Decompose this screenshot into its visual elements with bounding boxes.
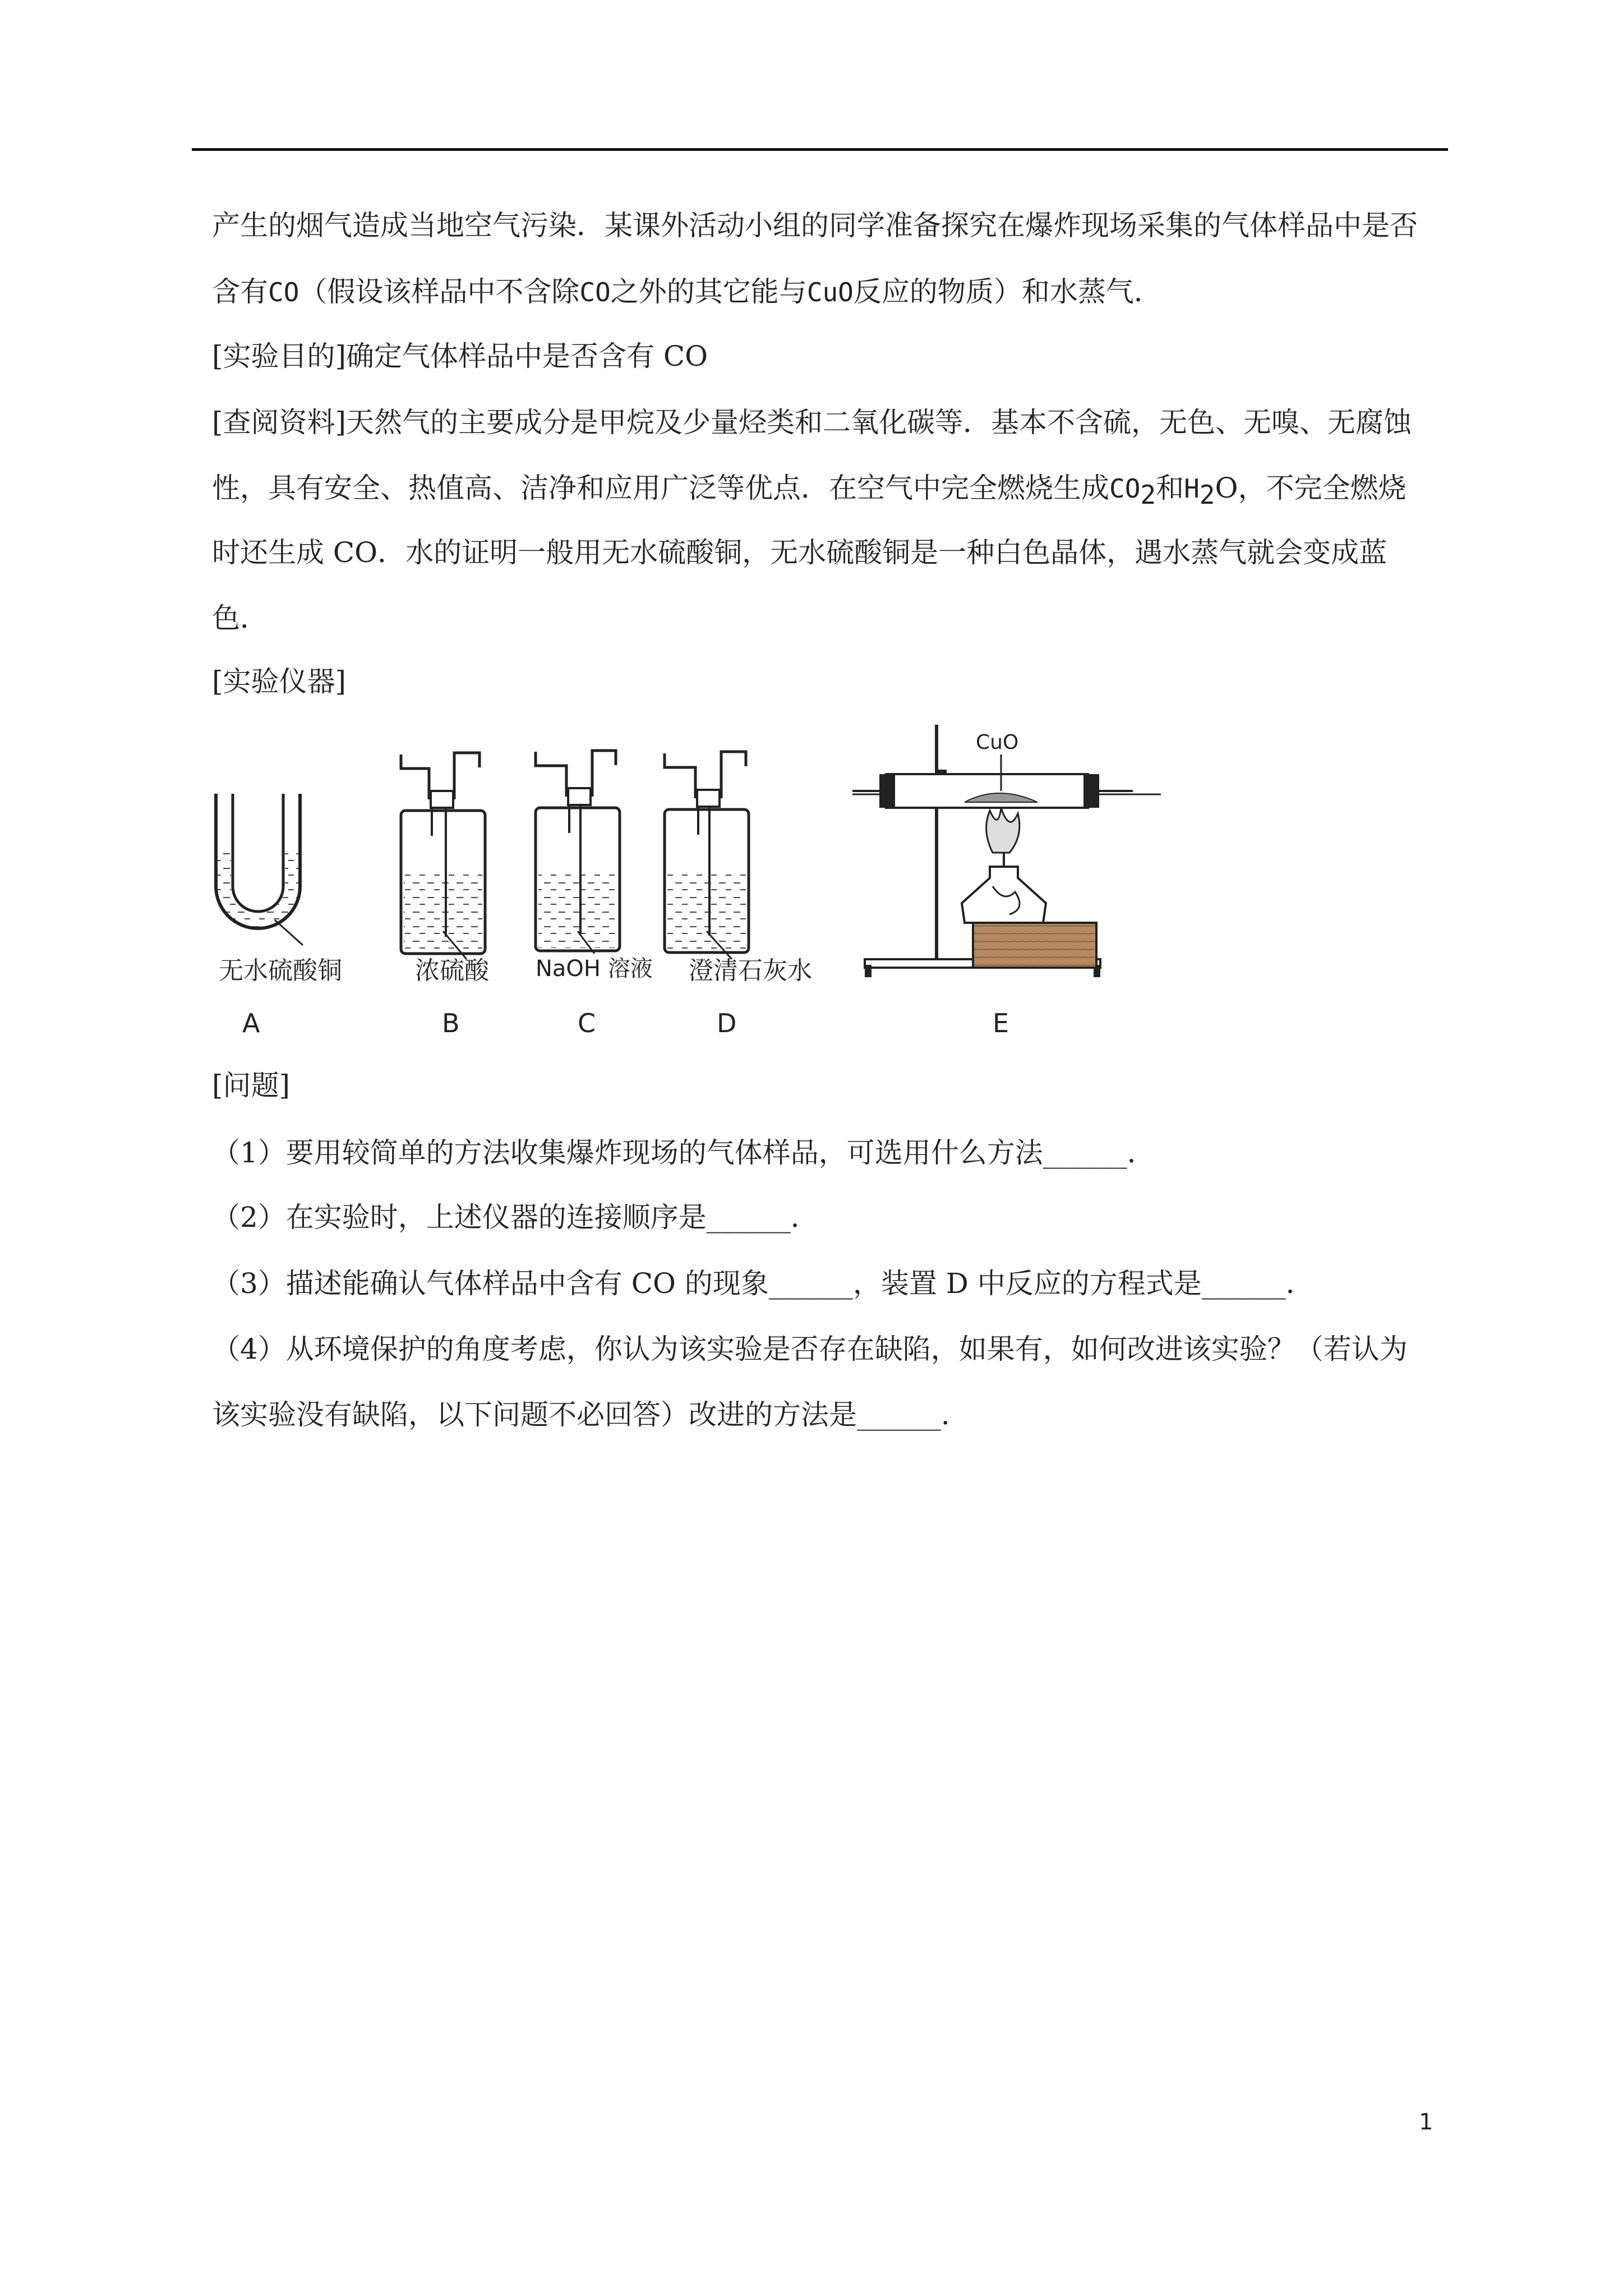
paragraph-reference-2: 性，具有安全、热值高、洁净和应用广泛等优点．在空气中完全燃烧生成$CO_2$和$H_2O$，不完全燃烧 [212,472,1407,510]
label-d-reagent: 澄清石灰水 [689,956,812,985]
paragraph-intro-2: 含有CO（假设该样品中不含除CO之外的其它能与CuO反应的物质）和水蒸气． [212,275,1162,308]
wash-bottle-b [401,753,490,1038]
label-e-reagent: CuO [976,731,1019,754]
paragraph-reference-4: 色． [212,602,268,634]
section-questions: [问题] [212,1069,291,1102]
section-apparatus: [实验仪器] [212,665,347,698]
paragraph-aim: [实验目的]确定气体样品中是否含有 CO [212,340,708,372]
question-1: （1）要用较简单的方法收集爆炸现场的气体样品，可选用什么方法______． [212,1137,1155,1169]
question-4-line-2: 该实验没有缺陷，以下问题不必回答）改进的方法是______． [212,1398,969,1431]
paragraph-reference-1: [查阅资料]天然气的主要成分是甲烷及少量烃类和二氧化碳等．基本不含硫，无色、无嗅、无腐蚀 [212,406,1412,439]
paragraph-intro-1: 产生的烟气造成当地空气污染．某课外活动小组的同学准备探究在爆炸现场采集的气体样品中是否 [212,209,1418,242]
label-letter-d: D [717,1008,737,1038]
label-letter-c: C [578,1008,596,1038]
combustion-tube-e [852,725,1161,1038]
question-4-line-1: （4）从环境保护的角度考虑，你认为该实验是否存在缺陷，如果有，如何改进该实验？（若认为 [212,1333,1408,1365]
question-2: （2）在实验时，上述仪器的连接顺序是______． [212,1201,819,1234]
page-number: 1 [1419,2109,1433,2135]
u-tube-a [216,794,342,1038]
header-rule [192,148,1448,151]
apparatus-figure [208,718,1183,1055]
wash-bottle-d [665,752,812,1038]
question-3: （3）描述能确认气体样品中含有 CO 的现象______，装置 D 中反应的方程式是______． [212,1267,1314,1300]
label-b-reagent: 浓硫酸 [415,956,489,985]
label-letter-a: A [242,1008,260,1038]
apparatus-diagram [208,718,1183,1055]
label-letter-b: B [442,1008,460,1038]
label-a-reagent: 无水硫酸铜 [219,956,342,985]
paragraph-reference-3: 时还生成 CO．水的证明一般用无水硫酸铜，无水硫酸铜是一种白色晶体，遇水蒸气就会变成蓝 [212,536,1387,569]
label-letter-e: E [993,1008,1009,1038]
wash-bottle-c [536,751,653,1038]
label-c-reagent: NaOH 溶液 [536,956,653,982]
